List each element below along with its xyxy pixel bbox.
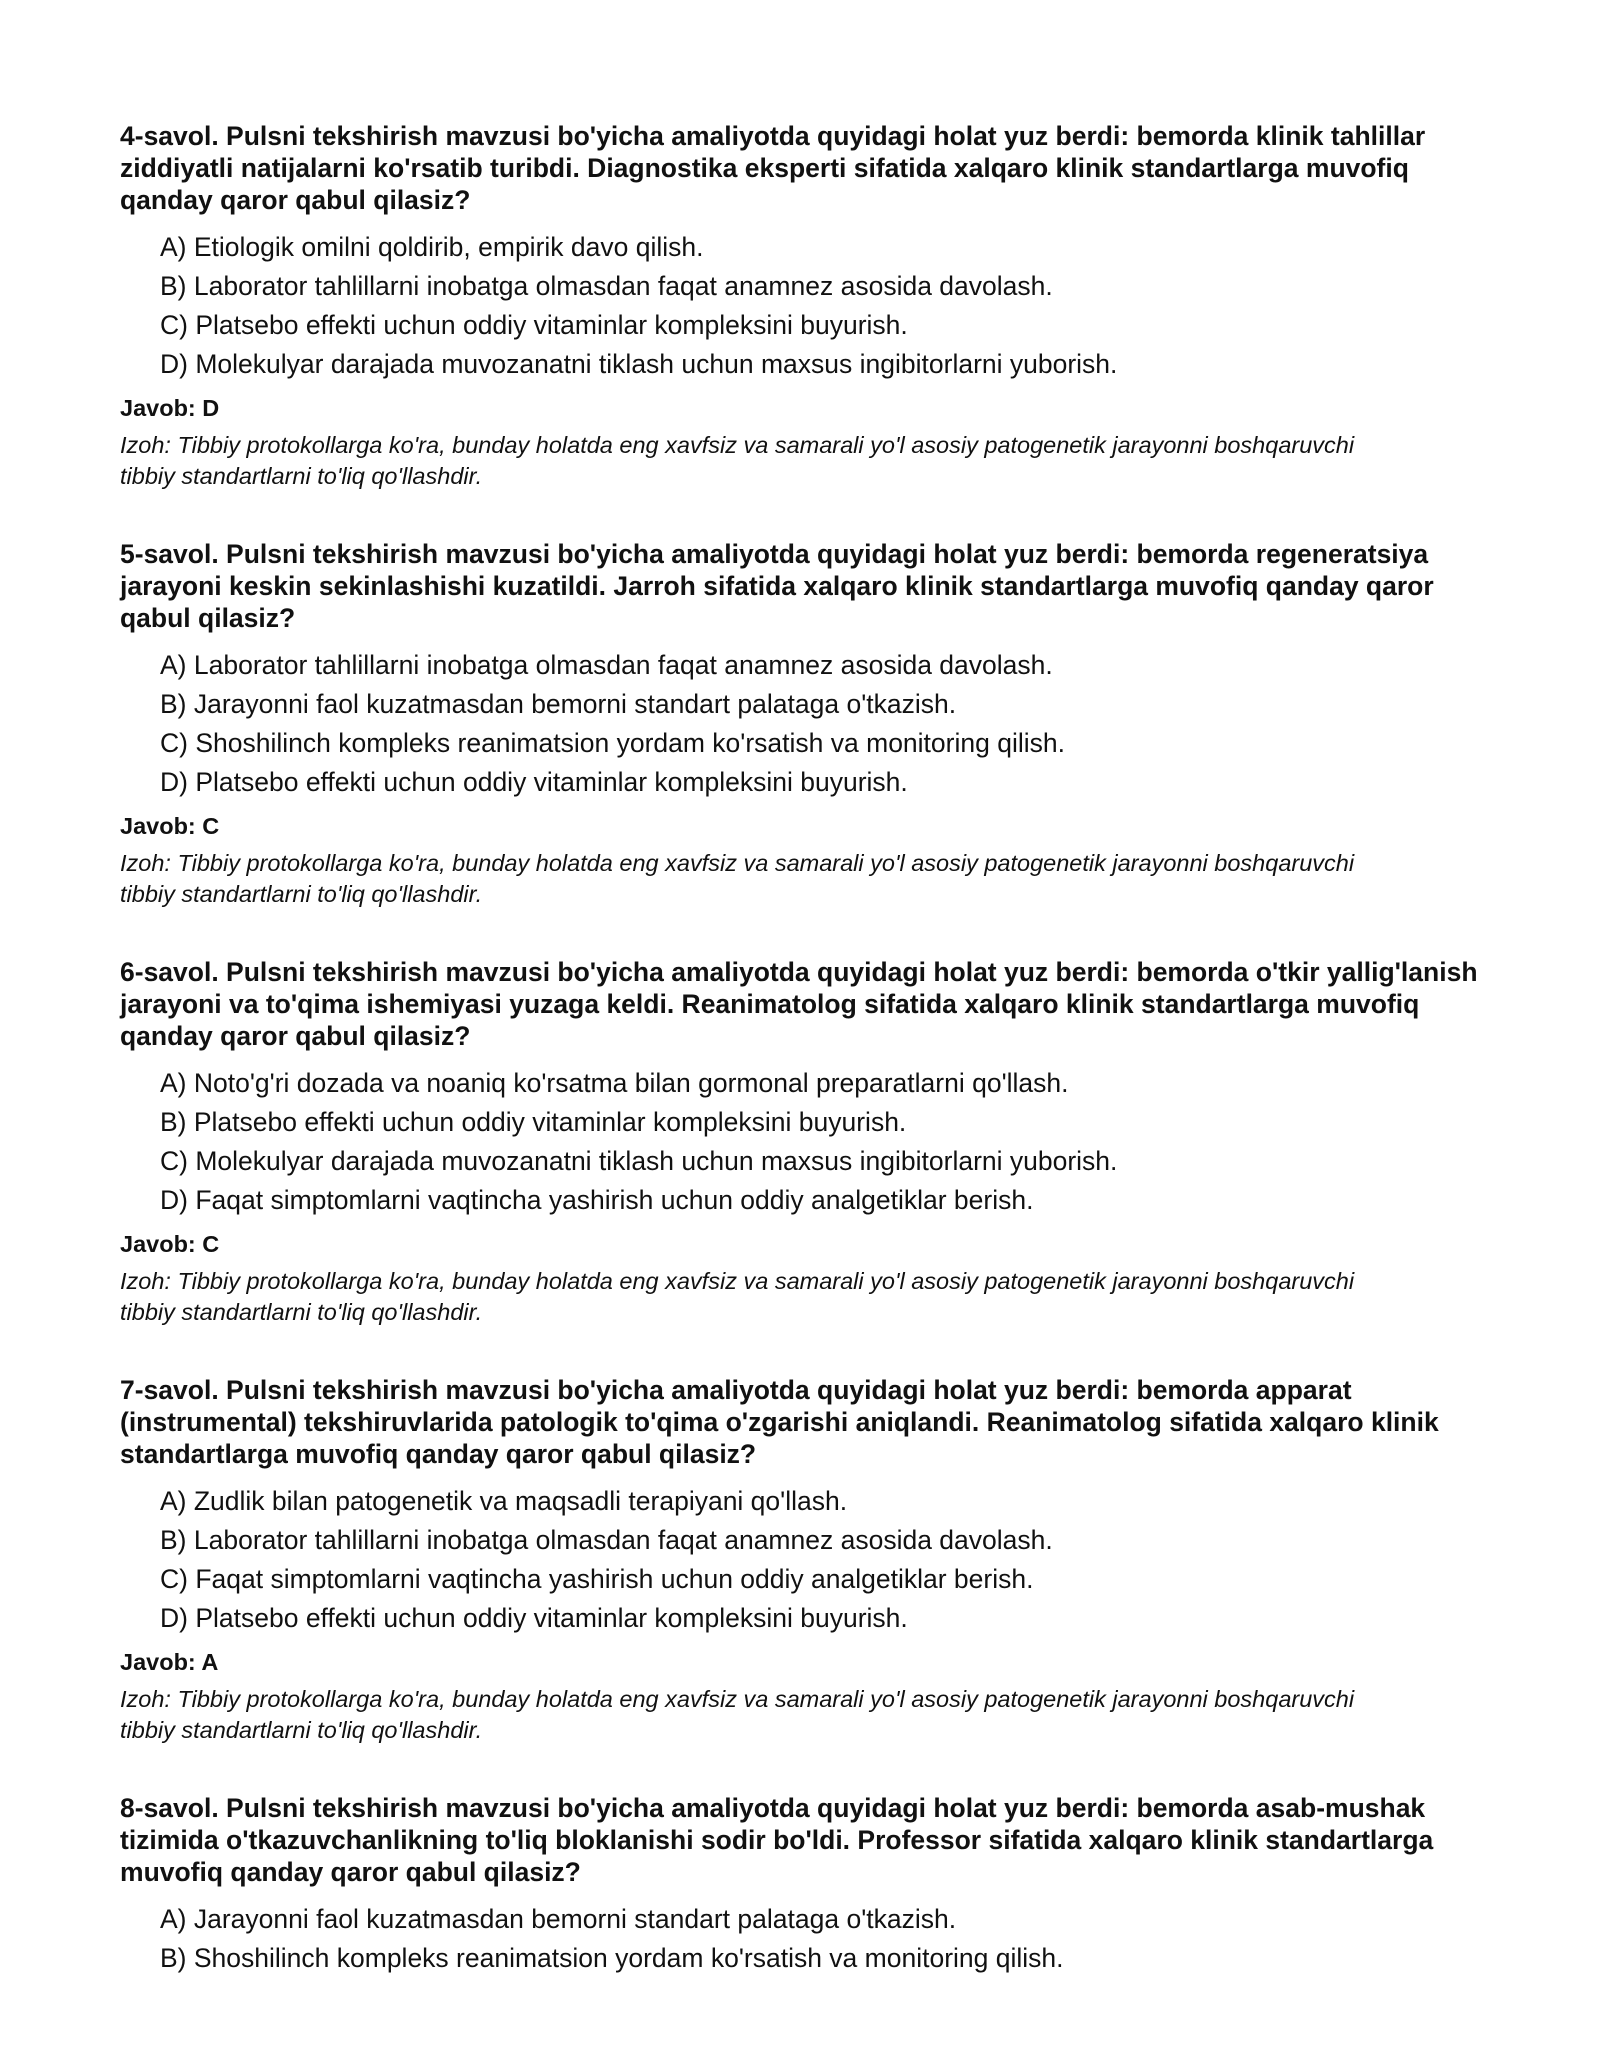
option-c: C) Molekulyar darajada muvozanatni tiklash uchun maxsus ingibitorlarni yuborish. — [160, 1146, 1118, 1176]
option-d: D) Faqat simptomlarni vaqtincha yashirish uchun oddiy analgetiklar berish. — [160, 1185, 1034, 1215]
answer-line: Javob: C — [120, 1231, 220, 1257]
question-block — [120, 1792, 1500, 1978]
option-a: A) Zudlik bilan patogenetik va maqsadli terapiyani qo'llash. — [160, 1486, 848, 1516]
option-list — [120, 1900, 1500, 1978]
question-title: 8-savol. Pulsni tekshirish mavzusi bo'yicha amaliyotda quyidagi holat yuz berdi: bemorda asab-mushak tizimida o'tkazuvchanlikning to'liq bloklanishi sodir bo'ldi. Professor sifatida xalqaro klinik standartlarga muvofiq qanday qaror qabul qilasiz? — [120, 1793, 1434, 1887]
explanation-note: Izoh: Tibbiy protokollarga ko'ra, bunday holatda eng xavfsiz va samarali yo'l asosiy patogenetik jarayonni boshqaruvchi tibbiy standartlarni to'liq qo'llashdir. — [120, 432, 1355, 489]
explanation-note: Izoh: Tibbiy protokollarga ko'ra, bunday holatda eng xavfsiz va samarali yo'l asosiy patogenetik jarayonni boshqaruvchi tibbiy standartlarni to'liq qo'llashdir. — [120, 1686, 1355, 1743]
option-c: C) Shoshilinch kompleks reanimatsion yordam ko'rsatish va monitoring qilish. — [160, 728, 1065, 758]
option-b: B) Laborator tahlillarni inobatga olmasdan faqat anamnez asosida davolash. — [160, 1525, 1053, 1555]
option-b: B) Jarayonni faol kuzatmasdan bemorni standart palataga o'tkazish. — [160, 689, 957, 719]
question-block — [120, 538, 1500, 910]
option-list — [120, 646, 1500, 802]
option-a: A) Etiologik omilni qoldirib, empirik davo qilish. — [160, 232, 704, 262]
explanation-note: Izoh: Tibbiy protokollarga ko'ra, bunday holatda eng xavfsiz va samarali yo'l asosiy patogenetik jarayonni boshqaruvchi tibbiy standartlarni to'liq qo'llashdir. — [120, 850, 1355, 907]
question-title: 6-savol. Pulsni tekshirish mavzusi bo'yicha amaliyotda quyidagi holat yuz berdi: bemorda o'tkir yallig'lanish jarayoni va to'qima ishemiyasi yuzaga keldi. Reanimatolog sifatida xalqaro klinik standartlarga muvofiq qanday qaror qabul qilasiz? — [120, 957, 1478, 1051]
option-d: D) Platsebo effekti uchun oddiy vitaminlar kompleksini buyurish. — [160, 767, 908, 797]
option-b: B) Platsebo effekti uchun oddiy vitaminlar kompleksini buyurish. — [160, 1107, 907, 1137]
option-b: B) Shoshilinch kompleks reanimatsion yordam ko'rsatish va monitoring qilish. — [160, 1943, 1064, 1973]
question-title: 7-savol. Pulsni tekshirish mavzusi bo'yicha amaliyotda quyidagi holat yuz berdi: bemorda apparat (instrumental) tekshiruvlarida patologik to'qima o'zgarishi aniqlandi. Reanimatolog sifatida xalqaro klinik standartlarga muvofiq qanday qaror qabul qilasiz? — [120, 1375, 1439, 1469]
document-page — [120, 120, 1500, 2024]
option-b: B) Laborator tahlillarni inobatga olmasdan faqat anamnez asosida davolash. — [160, 271, 1053, 301]
question-block — [120, 1374, 1500, 1746]
option-a: A) Laborator tahlillarni inobatga olmasdan faqat anamnez asosida davolash. — [160, 650, 1053, 680]
question-block — [120, 956, 1500, 1328]
answer-line: Javob: A — [120, 1649, 219, 1675]
question-title: 4-savol. Pulsni tekshirish mavzusi bo'yicha amaliyotda quyidagi holat yuz berdi: bemorda klinik tahlillar ziddiyatli natijalarni ko'rsatib turibdi. Diagnostika eksperti sifatida xalqaro klinik standartlarga muvofiq qanday qaror qabul qilasiz? — [120, 121, 1426, 215]
option-list — [120, 1482, 1500, 1638]
option-list — [120, 1064, 1500, 1220]
explanation-note: Izoh: Tibbiy protokollarga ko'ra, bunday holatda eng xavfsiz va samarali yo'l asosiy patogenetik jarayonni boshqaruvchi tibbiy standartlarni to'liq qo'llashdir. — [120, 1268, 1355, 1325]
option-d: D) Molekulyar darajada muvozanatni tiklash uchun maxsus ingibitorlarni yuborish. — [160, 349, 1118, 379]
option-a: A) Noto'g'ri dozada va noaniq ko'rsatma bilan gormonal preparatlarni qo'llash. — [160, 1068, 1069, 1098]
question-block — [120, 120, 1500, 492]
option-d: D) Platsebo effekti uchun oddiy vitaminlar kompleksini buyurish. — [160, 1603, 908, 1633]
option-list — [120, 228, 1500, 384]
option-a: A) Jarayonni faol kuzatmasdan bemorni standart palataga o'tkazish. — [160, 1904, 957, 1934]
option-c: C) Platsebo effekti uchun oddiy vitaminlar kompleksini buyurish. — [160, 310, 908, 340]
answer-line: Javob: D — [120, 395, 220, 421]
answer-line: Javob: C — [120, 813, 220, 839]
question-title: 5-savol. Pulsni tekshirish mavzusi bo'yicha amaliyotda quyidagi holat yuz berdi: bemorda regeneratsiya jarayoni keskin sekinlashishi kuzatildi. Jarroh sifatida xalqaro klinik standartlarga muvofiq qanday qaror qabul qilasiz? — [120, 539, 1434, 633]
option-c: C) Faqat simptomlarni vaqtincha yashirish uchun oddiy analgetiklar berish. — [160, 1564, 1034, 1594]
